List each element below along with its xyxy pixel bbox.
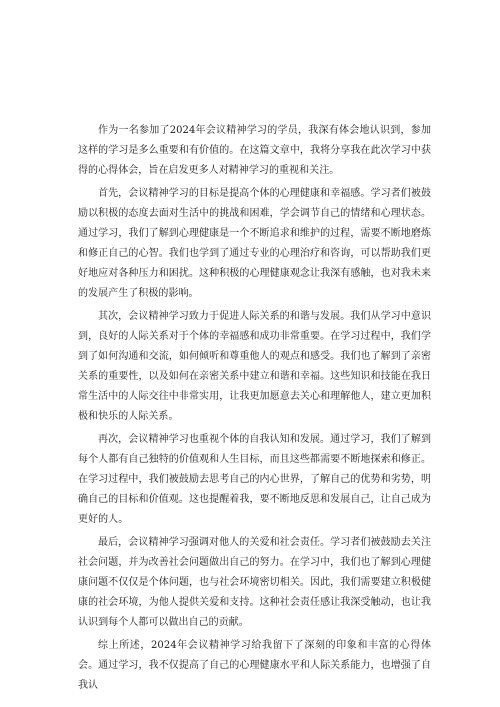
paragraph-last: 最后，会议精神学习强调对他人的关爱和社会责任。学习者们被鼓励去关注社会问题，并为改善社会问题做出自己的努力。在学习中，我们也了解到心理健康问题不仅仅是个体问题，也与社会环境密切相关。因此，我们需要建立积极健康的社会环境，为他人提供关爱和支持。这种社会责任感让我深受触动，也让我认识到每个人都可以做出自己的贡献。 — [78, 537, 431, 628]
paragraph-summary: 综上所述，2024年会议精神学习给我留下了深刻的印象和丰富的心得体会。通过学习，我不仅提高了自己的心理健康水平和人际关系能力，也增强了自我认 — [78, 640, 431, 691]
paragraph-intro: 作为一名参加了2024年会议精神学习的学员，我深有体会地认识到，参加这样的学习是多么重要和有价值的。在这篇文章中，我将分享我在此次学习中获得的心得体会，旨在启发更多人对精神学习的重视和关注。 — [78, 125, 431, 176]
paragraph-first: 首先，会议精神学习的目标是提高个体的心理健康和幸福感。学习者们被鼓励以积极的态度去面对生活中的挑战和困难，学会调节自己的情绪和心理状态。通过学习，我们了解到心理健康是一个不断追求和维护的过程，需要不断地磨炼和修正自己的心智。我们也学到了通过专业的心理治疗和咨询，可以帮助我们更好地应对各种压力和困扰。这种积极的心理健康观念让我深有感触，也对我未来的发展产生了积极的影响。 — [78, 188, 431, 299]
document-body — [78, 121, 431, 699]
paragraph-third: 再次，会议精神学习也重视个体的自我认知和发展。通过学习，我们了解到每个人都有自己独特的价值观和人生目标，而且这些都需要不断地探索和修正。在学习过程中，我们被鼓励去思考自己的内心世界，了解自己的优势和劣势，明确自己的目标和价值观。这也提醒着我，要不断地反思和发展自己，让自己成为更好的人。 — [78, 434, 431, 525]
paragraph-second: 其次，会议精神学习致力于促进人际关系的和谐与发展。我们从学习中意识到，良好的人际关系对于个体的幸福感和成功非常重要。在学习过程中，我们学到了如何沟通和交流，如何倾听和尊重他人的观点和感受。我们也了解到了亲密关系的重要性，以及如何在亲密关系中建立和谐和幸福。这些知识和技能在我日常生活中的人际交往中非常实用，让我更加愿意去关心和理解他人，建立更加积极和快乐的人际关系。 — [78, 311, 431, 422]
